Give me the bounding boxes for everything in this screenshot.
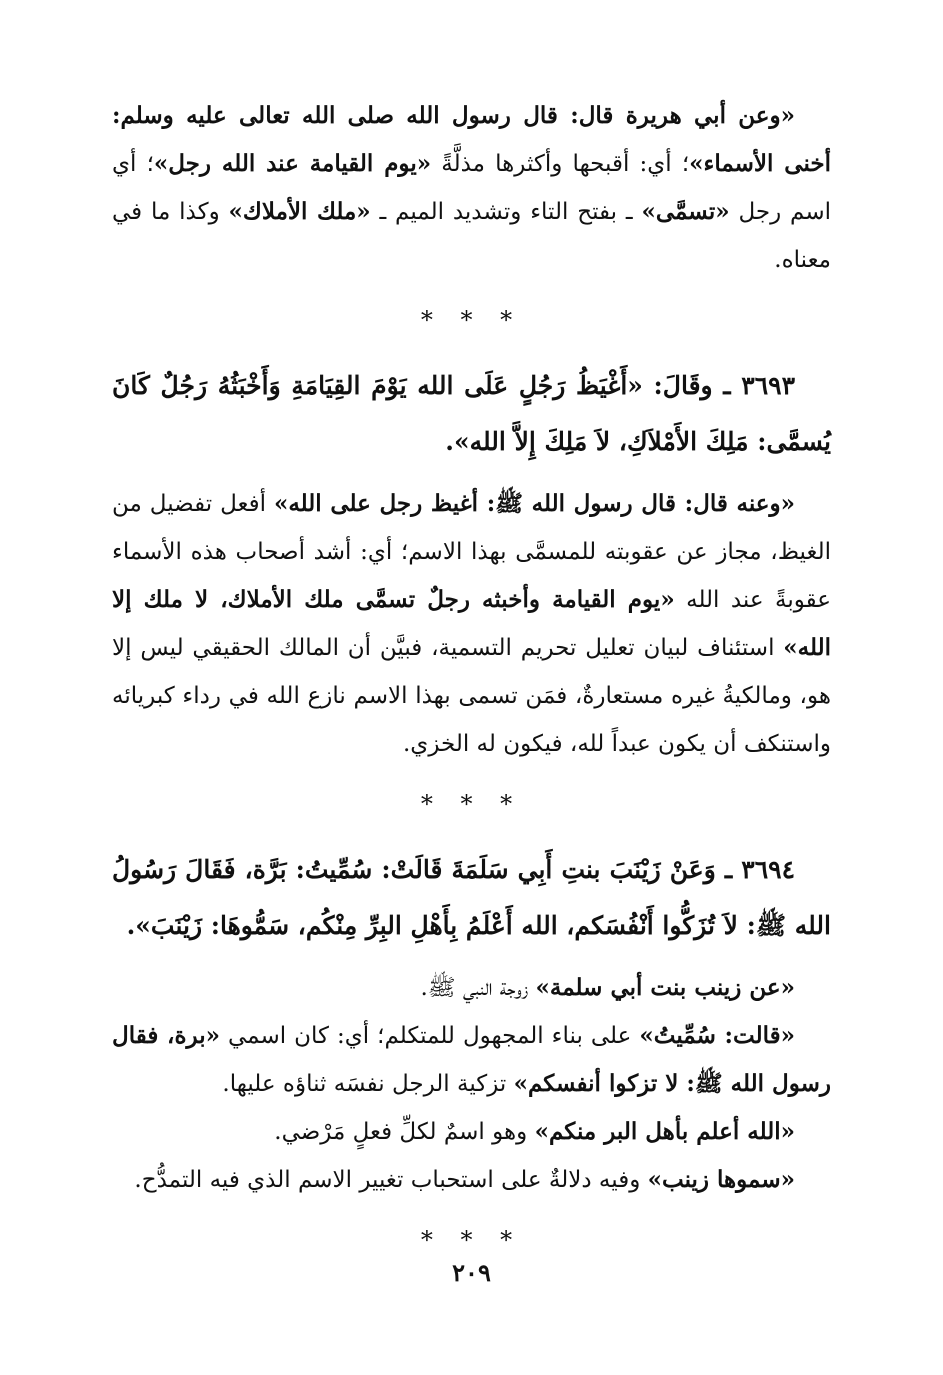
body-text: زوجة النبي ﷺ. — [420, 975, 536, 1001]
hadith-3693: ٣٦٩٣ ـ وقَالَ: «أَغْيَظُ رَجُلٍ عَلَى الله يَوْمَ القِيَامَةِ وَأَخْبَثُهُ رَجُلٌ كَانَ يُسمَّى: مَلِكَ الأَمْلاَكِ، لاَ مَلِكَ إِلاَّ الله». — [112, 371, 831, 456]
quote-text: «ملك الأملاك» — [228, 198, 371, 225]
body-text: على بناء المجهول للمتكلم؛ أي: كان اسمي — [220, 1023, 640, 1049]
body-text: وفيه دلالةٌ على استحباب تغيير الاسم الذي فيه التمدُّح. — [134, 1167, 648, 1193]
section-separator: * * * — [420, 790, 523, 818]
body-text: ـ بفتح التاء وتشديد الميم ـ — [370, 199, 642, 225]
section-separator: * * * — [420, 1226, 523, 1254]
commentary-paragraph-1 — [112, 92, 831, 284]
section-separator: * * * — [420, 306, 523, 334]
commentary-line-4 — [112, 1156, 831, 1204]
quote-text: «الله أعلم بأهل البر منكم» — [534, 1118, 795, 1145]
page-number: ٢٠٩ — [452, 1258, 491, 1287]
quote-text: «يوم القيامة وأخبثه رجلٌ تسمَّى ملك الأملاك، لا ملك إلا الله» — [112, 586, 831, 661]
quote-text: «سموها زينب» — [647, 1166, 795, 1193]
body-text: ؛ أي: أقبحها وأكثرها مذلَّةً — [431, 151, 690, 177]
body-text: أفعل تفضيل من الغيظ، مجاز عن عقوبته للمسمَّى بهذا الاسم؛ أي: أشد أصحاب هذه الأسماء عقوبةً عند الله — [112, 491, 831, 613]
quote-text: «عن زينب بنت أبي سلمة» — [535, 974, 795, 1001]
quote-text: «يوم القيامة عند الله رجل» — [153, 150, 432, 177]
commentary-line-3 — [112, 1108, 831, 1156]
body-text: ؛ أي اسم رجل — [112, 151, 831, 225]
quote-text: «وعنه قال: قال رسول الله ﷺ: أغيظ رجل على الله» — [273, 490, 795, 517]
quote-text: «قالت: سُمِّيتُ» — [639, 1022, 796, 1049]
commentary-paragraph-2 — [112, 480, 831, 768]
commentary-line-1 — [112, 964, 831, 1012]
body-text: وكذا ما في معناه. — [112, 199, 831, 273]
body-text: تزكية الرجل نفسَه ثناؤه عليها. — [222, 1071, 514, 1097]
quote-text: «وعن أبي هريرة قال: قال رسول الله صلى الله تعالى عليه وسلم: أخنى الأسماء» — [112, 102, 832, 177]
body-text: وهو اسمٌ لكلِّ فعلٍ مَرْضي. — [274, 1119, 535, 1145]
hadith-3694: ٣٦٩٤ ـ وَعَنْ زَيْنَبَ بنتِ أَبِي سَلَمَةَ قَالَتْ: سُمِّيتُ: بَرَّة، فَقَالَ رَسُولُ الله ﷺ: لاَ تُزَكُّوا أَنْفُسَكم، الله أَعْلَمُ بِأَهْلِ البِرِّ مِنْكُم، سَمُّوهَا: زَيْنَبَ». — [112, 855, 831, 940]
commentary-line-2 — [112, 1012, 831, 1108]
quote-text: «تسمَّى» — [641, 198, 730, 225]
body-text: استئناف لبيان تعليل تحريم التسمية، فبيَّن أن المالك الحقيقي ليس إلا هو، ومالكيةُ غيره مستعارةٌ، فمَن تسمى بهذا الاسم نازع الله في رداء كبريائه واستنكف أن يكون عبداً لله، فيكون له الخزي. — [112, 635, 831, 757]
quote-text: «برة، فقال رسول الله ﷺ: لا تزكوا أنفسكم» — [112, 1022, 831, 1097]
